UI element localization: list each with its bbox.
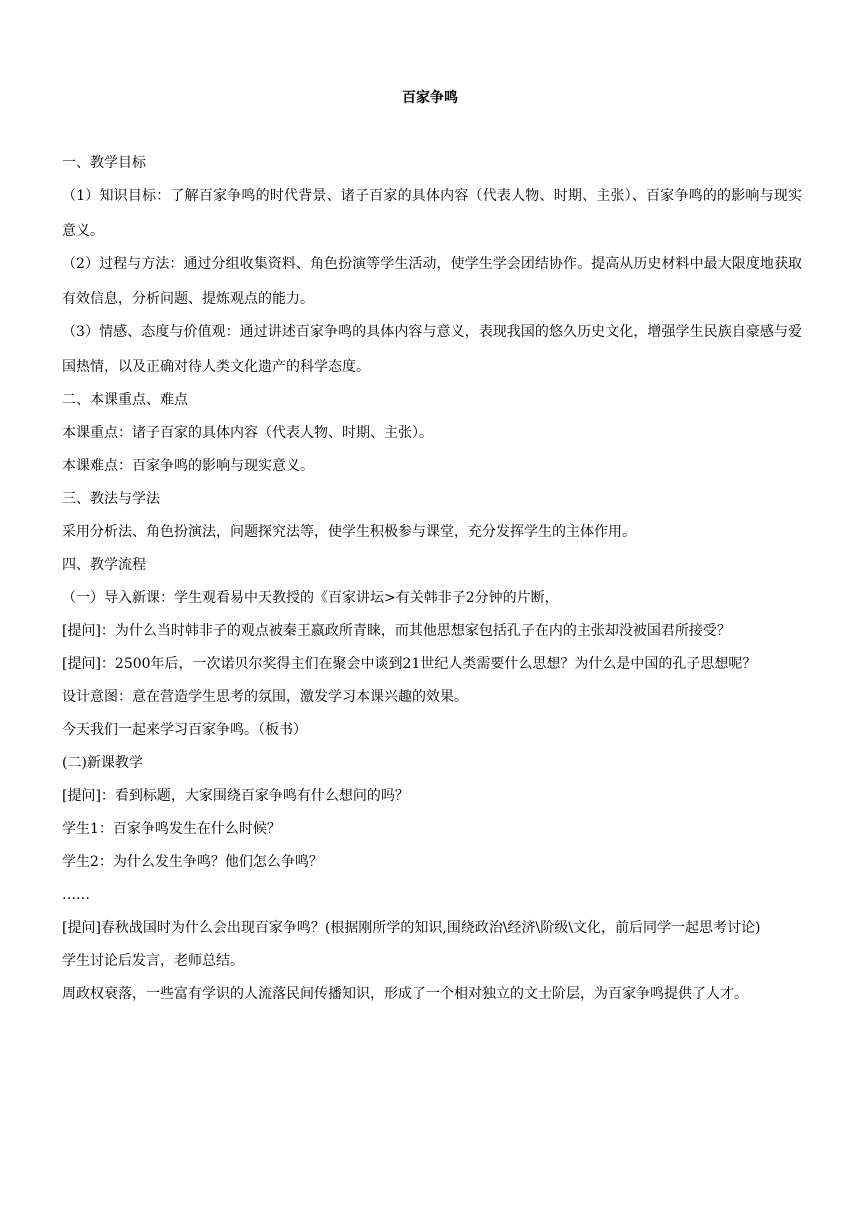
document-title: 百家争鸣 (402, 90, 458, 106)
paragraph-student-2: 学生2：为什么发生争鸣？他们怎么争鸣？ (62, 854, 323, 870)
paragraph-key-point: 本课重点：诸子百家的具体内容（代表人物、时期、主张）。 (62, 425, 433, 441)
section-heading-objectives: 一、教学目标 (62, 155, 146, 171)
section-heading-methods: 三、教法与学法 (62, 491, 160, 507)
paragraph-ellipsis: …… (62, 887, 90, 903)
paragraph-question-reason: [提问]春秋战国时为什么会出现百家争鸣？(根据刚所学的知识,围绕政治\经济\阶级\文化，前后同学一起思考讨论) (62, 920, 761, 936)
paragraph-student-1: 学生1：百家争鸣发生在什么时候？ (62, 821, 281, 837)
paragraph-methods: 采用分析法、角色扮演法，问题探究法等，使学生积极参与课堂，充分发挥学生的主体作用。 (62, 524, 636, 540)
section-heading-key-points: 二、本课重点、难点 (62, 392, 188, 408)
paragraph-difficult-point: 本课难点：百家争鸣的影响与现实意义。 (62, 458, 314, 474)
paragraph-today-topic: 今天我们一起来学习百家争鸣。（板书） (62, 722, 307, 738)
paragraph-emotion-values: （3）情感、态度与价值观：通过讲述百家争鸣的具体内容与意义，表现我国的悠久历史文化，增强学生民族自豪感与爱国热情，以及正确对待人类文化遗产的科学态度。 (62, 324, 802, 375)
section-heading-new-lesson: (二)新课教学 (62, 755, 143, 771)
paragraph-question-2: [提问]：2500年后，一次诺贝尔奖得主们在聚会中谈到21世纪人类需要什么思想？为什么是中国的孔子思想呢？ (62, 656, 757, 672)
section-heading-process: 四、教学流程 (62, 557, 146, 573)
paragraph-question-1: [提问]：为什么当时韩非子的观点被秦王嬴政所青睐，而其他思想家包括孔子在内的主张却没被国君所接受？ (62, 623, 731, 639)
paragraph-knowledge-objective: （1）知识目标：了解百家争鸣的时代背景、诸子百家的具体内容（代表人物、时期、主张）、百家争鸣的的影响与现实意义。 (62, 188, 802, 239)
document-body (62, 152, 802, 1016)
paragraph-process-method: （2）过程与方法：通过分组收集资料、角色扮演等学生活动，使学生学会团结协作。提高从历史材料中最大限度地获取有效信息，分析问题、提炼观点的能力。 (62, 256, 802, 307)
paragraph-question-title: [提问]：看到标题，大家围绕百家争鸣有什么想问的吗？ (62, 788, 409, 804)
paragraph-design-intent: 设计意图：意在营造学生思考的氛围，激发学习本课兴趣的效果。 (62, 689, 468, 705)
paragraph-introduction: （一）导入新课：学生观看易中天教授的《百家讲坛>有关韩非子2分钟的片断， (62, 590, 559, 606)
paragraph-discussion: 学生讨论后发言，老师总结。 (62, 953, 244, 969)
paragraph-summary: 周政权衰落，一些富有学识的人流落民间传播知识，形成了一个相对独立的文士阶层，为百家争鸣提供了人才。 (62, 986, 748, 1002)
